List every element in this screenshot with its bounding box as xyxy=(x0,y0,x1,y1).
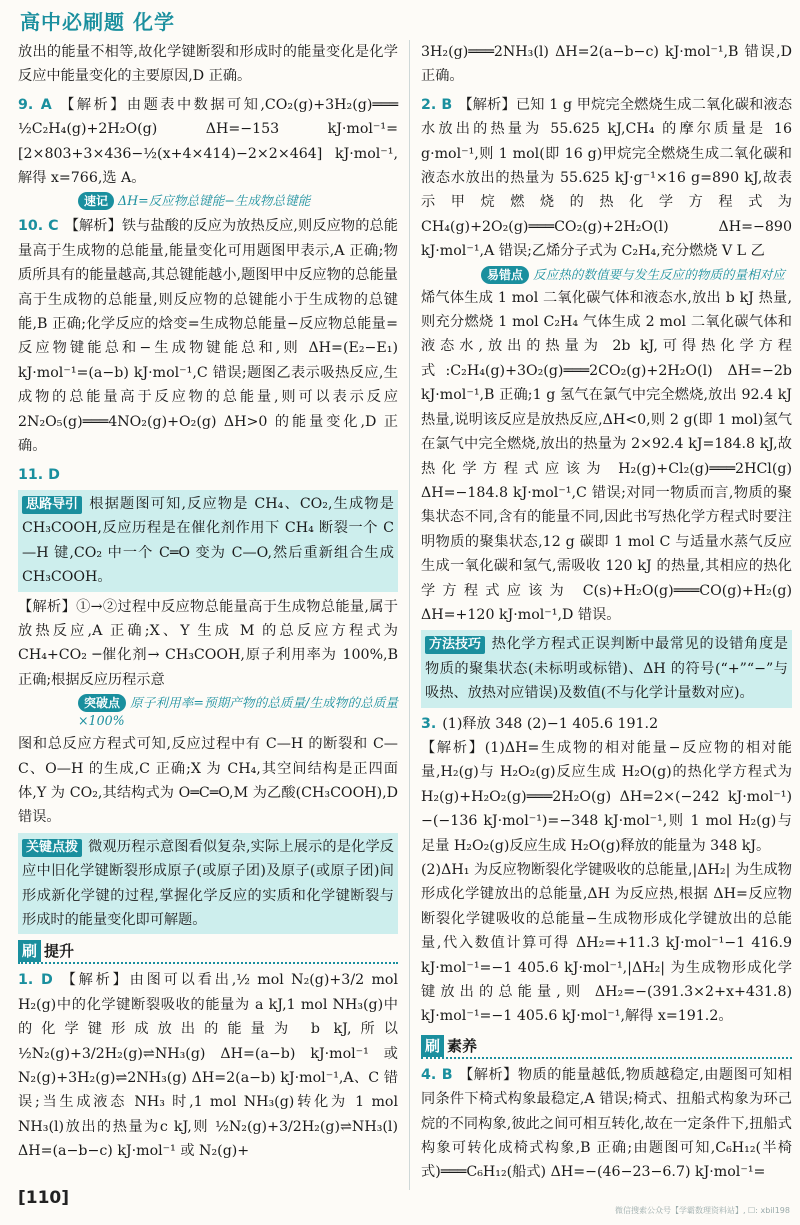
answer-text: 【解析】铁与盐酸的反应为放热反应,则反应物的总能量高于生成物的总能量,能量变化可用题图甲表示,A 正确;物质所具有的能量越高,其总键能越小,题图甲中反应物的总能量高于生成物的总能量,则反应物的总键能小于生成物的总键能,B 正确;化学反应的焓变=生成物总能量−反应物总能量=反应物键能总和−生成物键能总和,则 ΔH=(E₂−E₁) kJ·mol⁻¹=(a−b) kJ·mol⁻¹,C 错误;题图乙表示吸热反应,生成物的总能量高于反应物的总能量,则可以表示反应 2N₂O₅(g)═══4NO₂(g)+O₂(g) ΔH>0 的能量变化,D 正确。 xyxy=(18,218,398,455)
box-text: 热化学方程式正误判断中最常见的设错角度是物质的聚集状态(未标明或标错)、ΔH 的符号(“+”“−”与吸热、放热对应错误)及数值(不与化学计量数对应)。 xyxy=(425,636,788,702)
answer-number: 3. xyxy=(421,715,437,732)
answer-item xyxy=(421,1063,792,1185)
section-title: 素养 xyxy=(447,1036,478,1055)
note-badge: 速记 xyxy=(78,192,114,210)
section-title: 提升 xyxy=(44,942,75,961)
highlight-box xyxy=(18,490,398,592)
paragraph: 【解析】①→②过程中反应物总能量高于生成物总能量,属于放热反应,A 正确;X、Y 生成 M 的总反应方程式为 CH₄+CO₂ ─催化剂→ CH₃COOH,原子利用率为 100%,B 正确;根据反应历程示意 xyxy=(18,598,398,688)
answer-item xyxy=(421,712,792,736)
section-icon: 刷 xyxy=(18,940,41,962)
paragraph: 3H₂(g)═══2NH₃(l) ΔH=2(a−b−c) kJ·mol⁻¹,B 错误,D 正确。 xyxy=(421,44,792,85)
box-badge: 思路导引 xyxy=(22,496,82,514)
paragraph: (2)ΔH₁ 为反应物断裂化学键吸收的总能量,|ΔH₂| 为生成物形成化学键放出的总能量,ΔH 为反应热,根据 ΔH=反应物断裂化学键吸收的总能量−生成物形成化学键放出的总能量,代入数值计算可得 ΔH₂=+11.3 kJ·mol⁻¹−1 416.9 kJ·mol⁻¹=−1 405.6 kJ·mol⁻¹,|ΔH₂| 为生成物形成化学键放出的总能量,则 ΔH₂=−(391.3×2+x+431.8) kJ·mol⁻¹=−1 405.6 kJ·mol⁻¹,解得 x=191.2。 xyxy=(421,862,792,1025)
note-badge: 突破点 xyxy=(78,694,126,712)
header-title: 高中必刷题 化学 xyxy=(20,10,175,34)
answer-number: 4. B xyxy=(421,1066,453,1083)
left-column xyxy=(18,40,398,1164)
answer-item xyxy=(18,93,398,191)
section-icon: 刷 xyxy=(421,1035,444,1057)
note-text: 原子利用率=预期产物的总质量/生成物的总质量×100% xyxy=(78,695,398,729)
answer-text: (1)释放 348 (2)−1 405.6 191.2 xyxy=(442,715,659,732)
page-header xyxy=(0,0,800,40)
answer-number: 2. B xyxy=(421,96,453,113)
box-badge: 方法技巧 xyxy=(425,636,485,654)
page-number: [110] xyxy=(18,1188,70,1208)
highlight-box xyxy=(18,833,398,935)
answer-text: 【解析】已知 1 g 甲烷完全燃烧生成二氧化碳和液态水放出的热量为 55.625 kJ,CH₄ 的摩尔质量是 16 g·mol⁻¹,则 1 mol(即 16 g)甲烷完全燃烧生成二氧化碳和液态水放出的热量为 55.625 kJ·g⁻¹×16 g=890 kJ,故表示甲烷燃烧的热化学方程式为 CH₄(g)+2O₂(g)═══CO₂(g)+2H₂O(l) ΔH=−890 kJ·mol⁻¹,A 错误;乙烯分子式为 C₂H₄,充分燃烧 V L 乙 xyxy=(421,96,793,260)
paragraph: 【解析】(1)ΔH=生成物的相对能量−反应物的相对能量,H₂(g)与 H₂O₂(g)反应生成 H₂O(g)的热化学方程式为 H₂(g)+H₂O₂(g)═══2H₂O(g) ΔH=2×(−242 kJ·mol⁻¹)−(−136 kJ·mol⁻¹)=−348 kJ·mol⁻¹,则 1 mol H₂(g)与足量 H₂O₂(g)反应生成 H₂O(g)释放的能量为 348 kJ。 xyxy=(421,739,792,854)
answer-item xyxy=(18,968,398,1163)
paragraph: 图和总反应方程式可知,反应过程中有 C—H 的断裂和 C—C、O—H 的生成,C 正确;X 为 CH₄,其空间结构是正四面体,Y 为 CO₂,其结构式为 O═C═O,M 为乙酸(CH₃COOH),D 错误。 xyxy=(18,736,398,826)
watermark: 微信搜索公众号【学霸数理资料站】, ☐: xbil198 xyxy=(614,1206,790,1215)
side-note xyxy=(78,694,398,730)
box-badge: 关键点拨 xyxy=(22,839,82,857)
section-heading xyxy=(421,1035,792,1059)
right-column xyxy=(421,40,792,1185)
note-badge: 易错点 xyxy=(481,266,529,284)
paragraph: 放出的能量不相等,故化学键断裂和形成时的能量变化是化学反应中能量变化的主要原因,D 正确。 xyxy=(18,44,398,85)
answer-item xyxy=(18,463,398,487)
answer-text: 【解析】由图可以看出,½ mol N₂(g)+3/2 mol H₂(g)中的化学键断裂吸收的能量为 a kJ,1 mol NH₃(g)中的化学键形成放出的能量为 b kJ,所以 ½N₂(g)+3/2H₂(g)⇌NH₃(g) ΔH=(a−b) kJ·mol⁻¹ 或 N₂(g)+3H₂(g)⇌2NH₃(g) ΔH=2(a−b) kJ·mol⁻¹,A、C 错误;当生成液态 NH₃ 时,1 mol NH₃(g)转化为 1 mol NH₃(l)放出的热量为c kJ,则 ½N₂(g)+3/2H₂(g)⇌NH₃(l) ΔH=(a−b−c) kJ·mol⁻¹ 或 N₂(g)+ xyxy=(18,972,398,1160)
column-divider xyxy=(409,40,410,1190)
paragraph: 烯气体生成 1 mol 二氧化碳气体和液态水,放出 b kJ 热量,则充分燃烧 1 mol C₂H₄ 气体生成 2 mol 二氧化碳气体和液态水,放出的热量为 2b kJ,可得热化学方程式:C₂H₄(g)+3O₂(g)═══2CO₂(g)+2H₂O(l) ΔH=−2b kJ·mol⁻¹,B 正确;1 g 氢气在氯气中完全燃烧,放出 92.4 kJ 热量,说明该反应是放热反应,ΔH<0,则 2 g(即 1 mol)氢气在氯气中完全燃烧,放出的热量为 2×92.4 kJ=184.8 kJ,故热化学方程式应该为 H₂(g)+Cl₂(g)═══2HCl(g) ΔH=−184.8 kJ·mol⁻¹,C 错误;对同一物质而言,物质的聚集状态不同,含有的能量不同,因此书写热化学方程式时要注明物质的聚集状态,12 g 碳即 1 mol C 与适量水蒸气反应生成一氧化碳和氢气,需吸收 120 kJ 的热量,其相应的热化学方程式应该为 C(s)+H₂O(g)═══CO(g)+H₂(g) ΔH=+120 kJ·mol⁻¹,D 错误。 xyxy=(421,289,792,623)
answer-item xyxy=(421,93,792,264)
box-text: 微观历程示意图看似复杂,实际上展示的是化学反应中旧化学键断裂形成原子(或原子团)及原子(或原子团)间形成新化学键的过程,掌握化学反应的实质和化学键断裂与形成时的能量变化即可解题。 xyxy=(22,838,394,928)
side-note xyxy=(481,266,792,284)
answer-text: 【解析】物质的能量越低,物质越稳定,由题图可知相同条件下椅式构象最稳定,A 错误;椅式、扭船式构象为环己烷的不同构象,彼此之间可相互转化,故在一定条件下,扭船式构象可转化成椅式构象,B 正确;由题图可知,C₆H₁₂(半椅式)═══C₆H₁₂(船式) ΔH=−(46−23−6.7) kJ·mol⁻¹= xyxy=(421,1066,792,1181)
answer-number: 9. A xyxy=(18,96,52,113)
box-text: 根据题图可知,反应物是 CH₄、CO₂,生成物是 CH₃COOH,反应历程是在催化剂作用下 CH₄ 断裂一个 C—H 键,CO₂ 中一个 C═O 变为 C—O,然后重新组合生成 CH₃COOH。 xyxy=(22,495,394,586)
answer-item xyxy=(18,214,398,458)
highlight-box xyxy=(421,630,792,707)
answer-text: 【解析】由题表中数据可知,CO₂(g)+3H₂(g)═══ ½C₂H₄(g)+2H₂O(g) ΔH=−153 kJ·mol⁻¹=[2×803+3×436−½(x+4×414)−2×2×464] kJ·mol⁻¹,解得 x=766,选 A。 xyxy=(18,96,398,187)
note-text: ΔH=反应物总键能−生成物总键能 xyxy=(118,193,311,209)
section-heading xyxy=(18,940,398,964)
answer-number: 1. D xyxy=(18,972,53,989)
note-text: 反应热的数值要与发生反应的物质的量相对应 xyxy=(533,266,785,282)
side-note xyxy=(78,192,398,210)
answer-number: 10. C xyxy=(18,218,59,235)
answer-number: 11. D xyxy=(18,466,60,483)
